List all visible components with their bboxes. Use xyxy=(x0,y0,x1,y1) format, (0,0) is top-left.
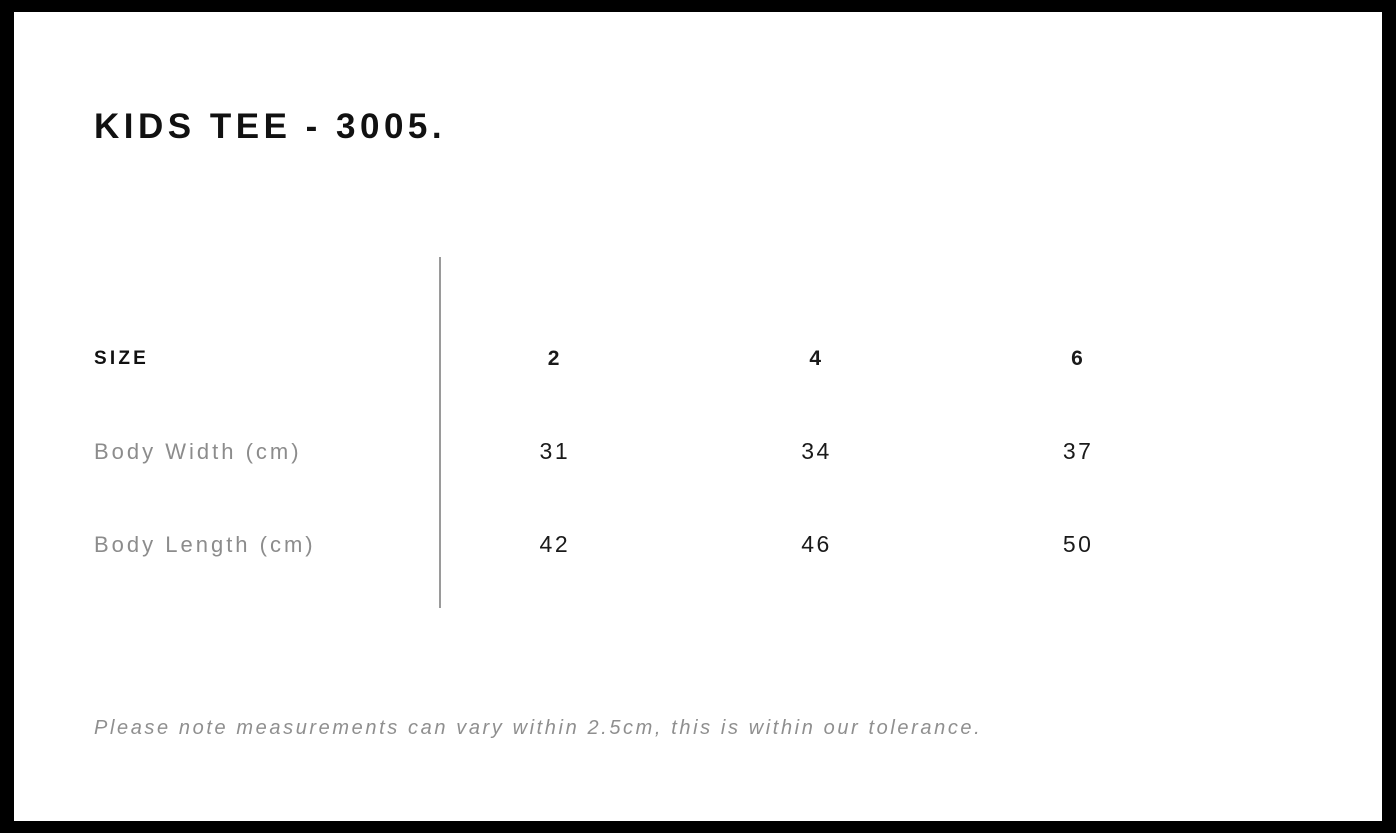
size-header-label: SIZE xyxy=(94,347,150,369)
measurement-value: 46 xyxy=(801,531,832,557)
measurement-value: 34 xyxy=(801,438,832,464)
measurement-value: 31 xyxy=(539,438,571,464)
measurement-value: 37 xyxy=(1062,438,1094,464)
measurement-label: Body Width (cm) xyxy=(94,438,302,464)
table-row xyxy=(94,498,1224,591)
size-column-header: 6 xyxy=(1071,346,1086,370)
size-chart-card xyxy=(14,12,1382,821)
measurement-label: Body Length (cm) xyxy=(94,531,316,557)
tolerance-note: Please note measurements can vary within 2.5cm, this is within our tolerance. xyxy=(94,717,983,739)
size-column-header: 2 xyxy=(547,346,562,370)
table-header-row xyxy=(94,312,1224,405)
page-title: KIDS TEE - 3005. xyxy=(94,107,447,146)
measurement-value: 50 xyxy=(1062,531,1094,557)
table-row xyxy=(94,405,1224,498)
size-chart-table xyxy=(94,312,1224,591)
measurement-value: 42 xyxy=(539,531,571,557)
size-column-header: 4 xyxy=(809,346,824,370)
